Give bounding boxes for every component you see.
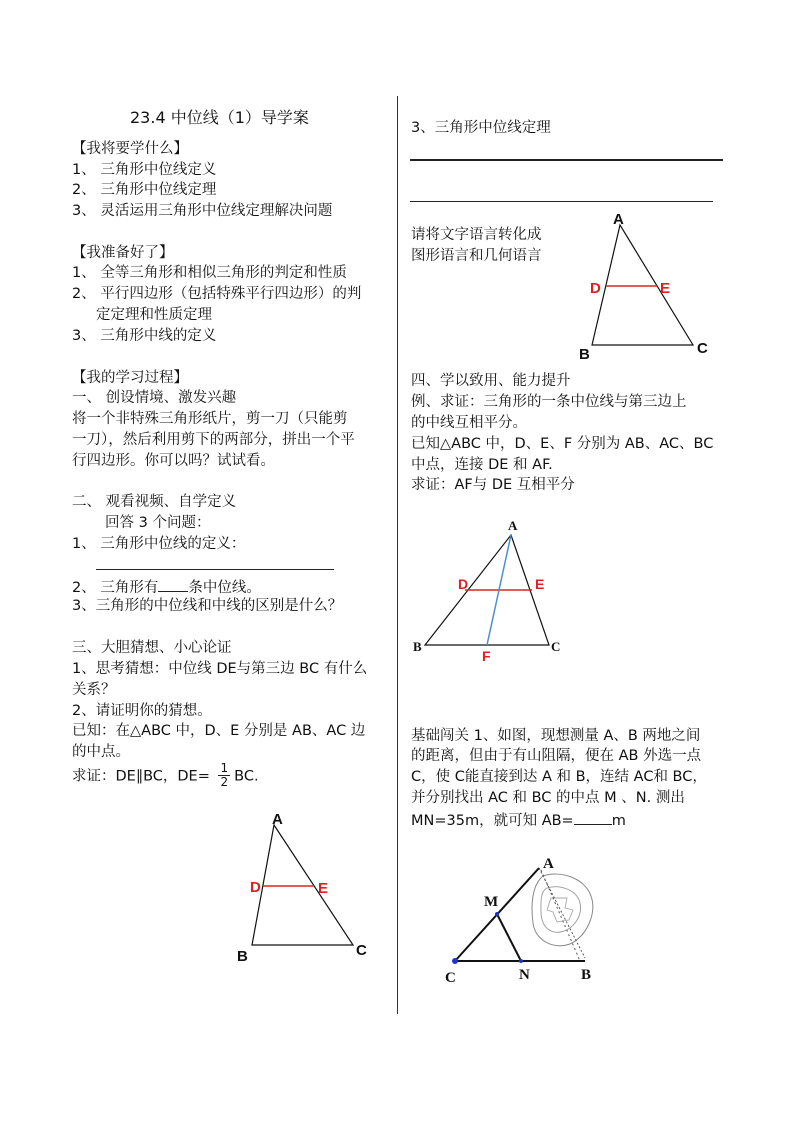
question-2 <box>72 576 261 598</box>
section-3-q1: 1、思考猜想：中位线 DE与第三边 BC 有什么 <box>72 661 368 677</box>
learn-header: 【我将要学什么】 <box>72 141 188 157</box>
basic-text: 的距离，但由于有山阻隔，便在 AB 外选一点 <box>411 748 702 764</box>
section-1-title: 一、 创设情境、激发兴趣 <box>72 390 237 406</box>
section-2-sub: 回答 3 个问题： <box>105 515 211 531</box>
example-text: 已知△ABC 中，D、E、F 分别为 AB、AC、BC <box>411 436 714 452</box>
triangle-figure-theorem <box>575 205 725 365</box>
prove-pre: 求证：DE∥BC，DE= <box>72 768 210 785</box>
column-divider <box>397 96 398 1014</box>
basic-text: C，使 C能直接到达 A 和 B，连结 AC和 BC， <box>411 769 707 785</box>
learn-item: 3、 灵活运用三角形中位线定理解决问题 <box>72 203 333 219</box>
answer-blank[interactable] <box>574 809 612 825</box>
label-d: D <box>250 879 261 896</box>
point-m <box>495 912 499 916</box>
label-b: B <box>413 639 422 654</box>
answer-pre: MN=35m，就可知 AB= <box>411 813 574 829</box>
label-b: B <box>237 948 248 965</box>
example-text: 的中线互相平分。 <box>411 415 527 431</box>
ready-header: 【我准备好了】 <box>72 245 174 261</box>
label-d: D <box>590 280 601 297</box>
point-n <box>519 959 523 963</box>
ready-item: 定定理和性质定理 <box>96 307 212 323</box>
label-a: A <box>272 811 283 828</box>
convert-text: 图形语言和几何语言 <box>411 248 542 264</box>
label-e: E <box>535 576 545 592</box>
answer-text <box>411 809 626 831</box>
answer-blank[interactable] <box>158 576 188 592</box>
example-text: 求证：AF与 DE 互相平分 <box>411 477 575 493</box>
label-c: C <box>551 639 561 654</box>
section-3-title: 三、大胆猜想、小心论证 <box>72 640 232 656</box>
triangle-figure-midline <box>230 805 380 965</box>
label-m: M <box>484 894 499 910</box>
question-3: 3、三角形的中位线和中线的区别是什么？ <box>72 598 343 614</box>
question-1: 1、 三角形中位线的定义： <box>72 536 246 552</box>
section-2-title: 二、 观看视频、自学定义 <box>72 494 237 510</box>
ready-item: 1、 全等三角形和相似三角形的判定和性质 <box>72 265 347 281</box>
label-e: E <box>660 280 671 297</box>
basic-text: 基础闯关 1、如图，现想测量 A、B 两地之间 <box>411 728 701 744</box>
ready-item: 3、 三角形中线的定义 <box>72 328 217 344</box>
prove-text <box>72 763 259 790</box>
dotted-path <box>539 868 585 958</box>
learn-item: 1、 三角形中位线定义 <box>72 162 217 178</box>
label-n: N <box>519 967 530 983</box>
question-2-pre: 2、 三角形有 <box>72 580 159 596</box>
label-c: C <box>445 970 456 986</box>
mountain-measurement-figure <box>435 848 615 993</box>
line-mn <box>497 914 521 961</box>
convert-text: 请将文字语言转化成 <box>411 227 542 243</box>
theorem-title: 3、三角形中位线定理 <box>411 120 551 136</box>
basic-text: 并分别找出 AC 和 BC 的中点 M 、N. 测出 <box>411 790 685 806</box>
triangle-figure-median <box>405 515 580 670</box>
label-b: B <box>581 967 592 983</box>
ready-item: 2、 平行四边形（包括特殊平行四边形）的判 <box>72 286 362 302</box>
fraction <box>218 762 230 789</box>
triangle-abc <box>592 225 693 345</box>
process-header: 【我的学习过程】 <box>72 370 188 386</box>
label-b: B <box>579 346 590 363</box>
triangle-abc <box>252 825 353 945</box>
label-d: D <box>458 576 469 592</box>
label-c: C <box>356 942 367 959</box>
label-a: A <box>613 211 624 228</box>
section-1-body: 行四边形。你可以吗？试试看。 <box>72 453 275 469</box>
page-title: 23.4 中位线（1）导学案 <box>130 108 309 127</box>
theorem-blank-line-1[interactable] <box>410 159 723 161</box>
mountain-contour <box>547 898 573 922</box>
section-4-title: 四、学以致用、能力提升 <box>411 373 571 389</box>
given-text: 已知：在△ABC 中，D、E 分别是 AB、AC 边 <box>72 723 366 739</box>
question-2-post: 条中位线。 <box>188 580 261 596</box>
example-text: 例、求证：三角形的一条中位线与第三边上 <box>411 394 687 410</box>
answer-blank-line[interactable] <box>96 569 334 570</box>
prove-post: BC. <box>234 768 259 785</box>
label-c: C <box>697 340 708 357</box>
point-c <box>452 958 458 964</box>
section-3-q1: 关系？ <box>72 682 116 698</box>
label-a: A <box>508 518 518 533</box>
example-text: 中点，连接 DE 和 AF. <box>411 457 553 473</box>
label-e: E <box>318 880 329 897</box>
given-text: 的中点。 <box>72 744 130 760</box>
learn-item: 2、 三角形中位线定理 <box>72 182 217 198</box>
fraction-numerator: 1 <box>220 761 229 775</box>
section-3-q2: 2、请证明你的猜想。 <box>72 703 212 719</box>
section-1-body: 一刀），然后利用剪下的两部分，拼出一个平 <box>72 432 355 448</box>
answer-post: m <box>611 813 626 829</box>
label-f: F <box>482 648 491 664</box>
theorem-blank-line-2[interactable] <box>410 201 713 202</box>
fraction-denominator: 2 <box>220 775 229 789</box>
section-1-body: 将一个非特殊三角形纸片，剪一刀（只能剪 <box>72 411 348 427</box>
label-a: A <box>543 856 554 872</box>
